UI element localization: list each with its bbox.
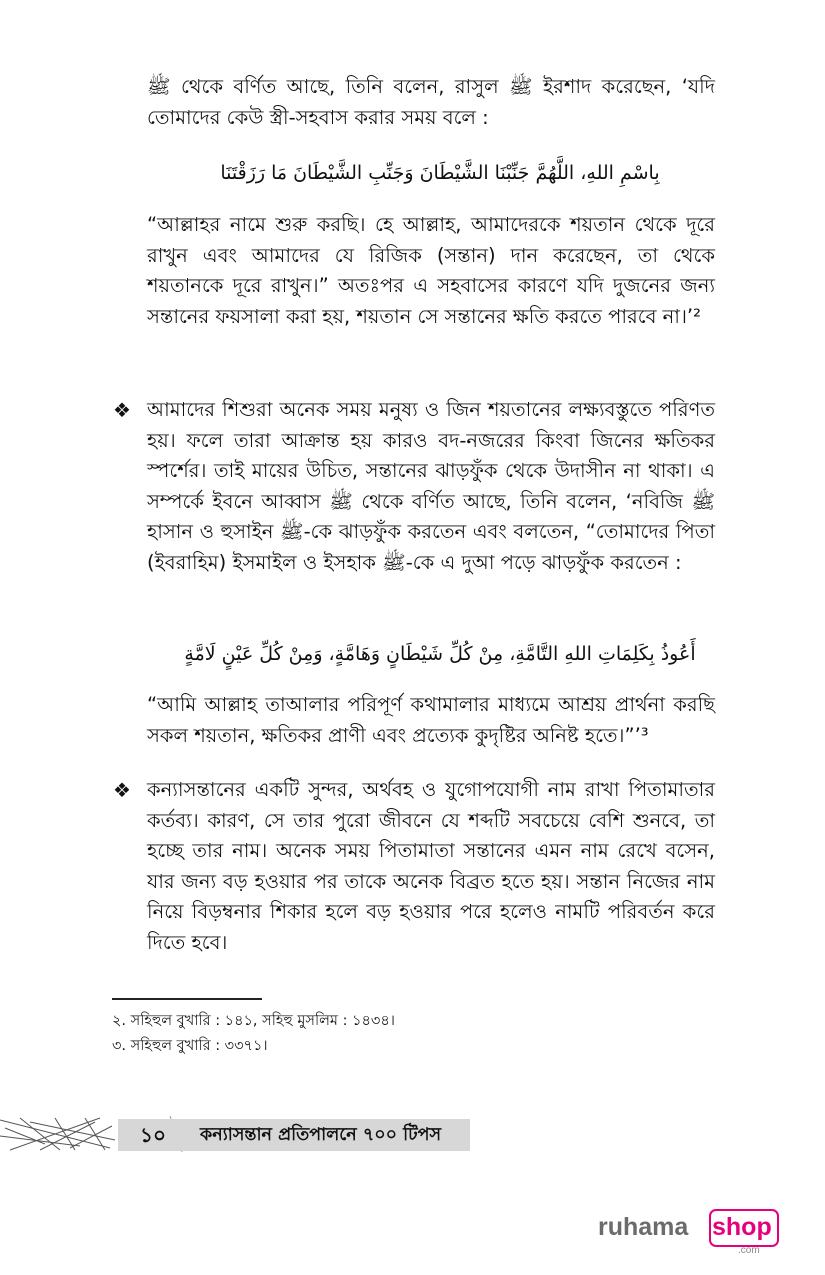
book-title: কন্যাসন্তান প্রতিপালনে ৭০০ টিপস (200, 1125, 442, 1145)
arabic-dua-2: أَعُوذُ بِكَلِمَاتِ اللهِ التَّامَّةِ، مِنْ كُلِّ شَيْطَانٍ وَهَامَّةٍ، وَمِنْ كُلِّ عَيْنٍ لَامَّةٍ (184, 643, 696, 665)
dua-translation-paragraph: “আমি আল্লাহ তাআলার পরিপূর্ণ কথামালার মাধ্যমে আশ্রয় প্রার্থনা করছি সকল শয়তান, ক্ষতিকর প্রাণী এবং প্রত্যেক কুদৃষ্টির অনিষ্ট হতে।”’³ (147, 693, 715, 747)
naming-paragraph: কন্যাসন্তানের একটি সুন্দর, অর্থবহ ও যুগোপযোগী নাম রাখা পিতামাতার কর্তব্য। কারণ, সে তার পুরো জীবনে যে শব্দটি সবচেয়ে বেশি শুনবে, তা হচ্ছে তার নাম। অনেক সময় পিতামাতা সন্তানের এমন নাম রেখে বসেন, যার জন্য বড় হওয়ার পর তাকে অনেক বিব্রত হতে হয়। সন্তান নিজের নাম নিয়ে বিড়ম্বনার শিকার হলে বড় হওয়ার পরে হলেও নামটি পরিবর্তন করে দিতে হবে। (147, 778, 715, 954)
footnote-divider (112, 998, 262, 1000)
page-number: ১০ (140, 1123, 166, 1147)
protection-paragraph: আমাদের শিশুরা অনেক সময় মনুষ্য ও জিন শয়তানের লক্ষ্যবস্তুতে পরিণত হয়। ফলে তারা আক্রান্ত হয় কারও বদ-নজরের কিংবা জিনের ক্ষতিকর স্পর্শের। তাই মায়ের উচিত, সন্তানের ঝাড়ফুঁক থেকে উদাসীন না থাকা। এ সম্পর্কে ইবনে আব্বাস ﷺ থেকে বর্ণিত আছে, তিনি বলেন, ‘নবিজি ﷺ হাসান ও হুসাইন ﷺ-কে ঝাড়ফুঁক করতেন এবং বলতেন, “তোমাদের পিতা (ইবরাহিম) ইসমাইল ও ইসহাক ﷺ-কে এ দুআ পড়ে ঝাড়ফুঁক করতেন : (147, 398, 715, 574)
brand-logo-suffix: .com (738, 1245, 760, 1256)
bullet-icon: ❖ (113, 778, 131, 802)
brand-logo-shop: shop (712, 1213, 772, 1241)
bullet-icon: ❖ (113, 398, 131, 422)
intro-paragraph: ﷺ থেকে বর্ণিত আছে, তিনি বলেন, রাসুল ﷺ ইরশাদ করেছেন, ‘যদি তোমাদের কেউ স্ত্রী-সহবাস করার সময় বলে : (147, 75, 715, 129)
footnote-3: ৩. সহিহুল বুখারি : ৩৩৭১। (112, 1038, 268, 1054)
footnote-2: ২. সহিহুল বুখারি : ১৪১, সহিহু মুসলিম : ১৪৩৪। (112, 1013, 395, 1029)
arabic-dua-1: بِاسْمِ اللهِ، اللَّهُمَّ جَنِّبْنَا الشَّيْطَانَ وَجَنِّبِ الشَّيْطَانَ مَا رَزَقْتَنَا (220, 162, 660, 184)
translation-paragraph: “আল্লাহর নামে শুরু করছি। হে আল্লাহ, আমাদেরকে শয়তান থেকে দূরে রাখুন এবং আমাদের যে রিজিক (সন্তান) দান করেছেন, তা থেকে শয়তানকে দূরে রাখুন।” অতঃপর এ সহবাসের কারণে যদি দুজনের জন্য সন্তানের ফয়সালা করা হয়, শয়তান সে সন্তানের ক্ষতি করতে পারবে না।’² (147, 213, 715, 328)
brand-logo-text: ruhama (598, 1213, 689, 1241)
